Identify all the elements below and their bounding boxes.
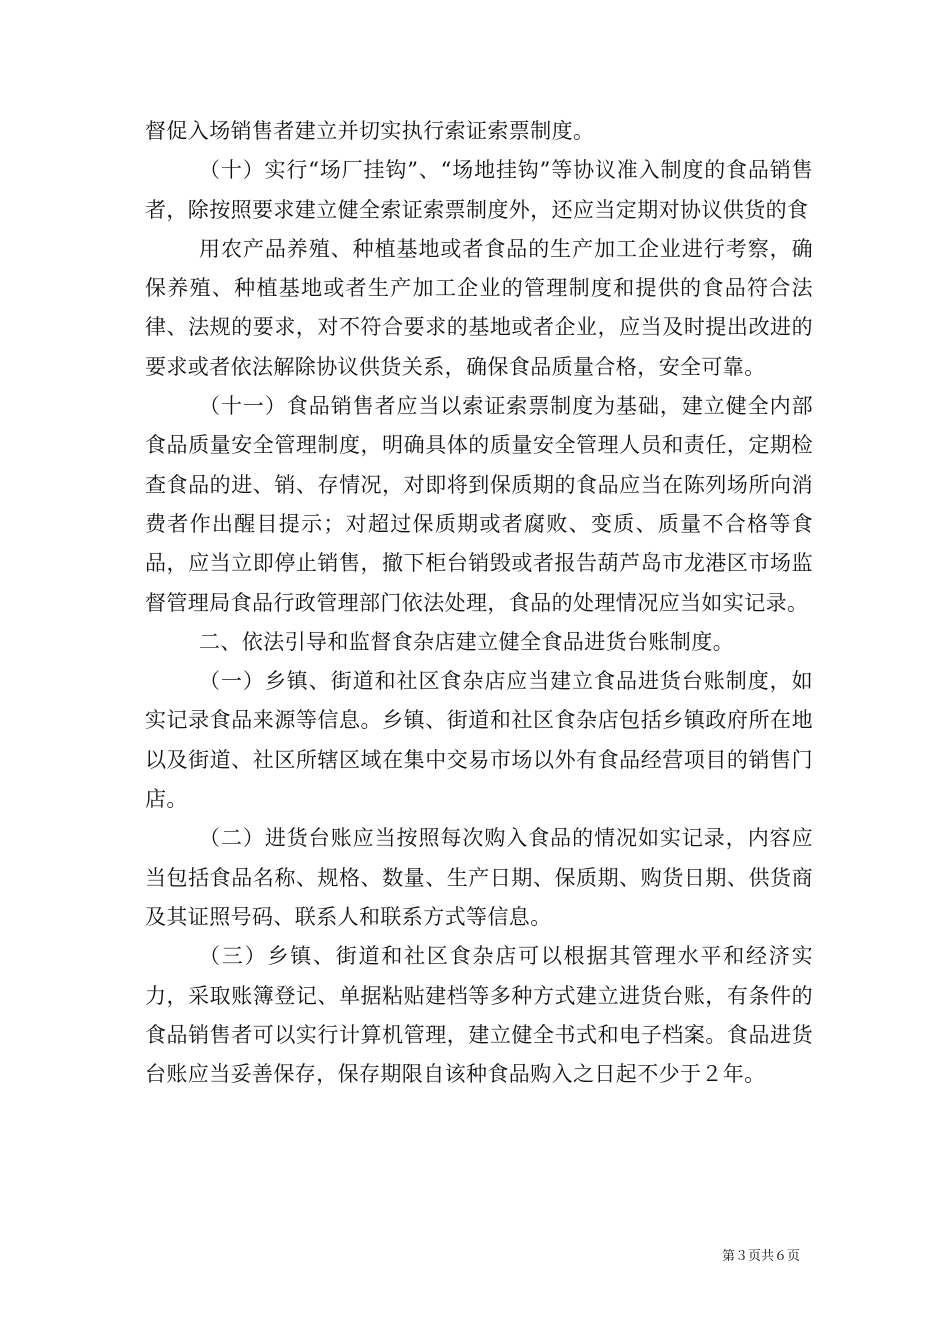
- paragraph-7: （二）进货台账应当按照每次购入食品的情况如实记录，内容应当包括食品名称、规格、数量、生产日期、保质期、购货日期、供货商及其证照号码、联系人和联系方式等信息。: [145, 826, 813, 929]
- paragraph-1: 督促入场销售者建立并切实执行索证索票制度。: [145, 119, 595, 143]
- paragraph-3: 用农产品养殖、种植基地或者食品的生产加工企业进行考察，确保养殖、种植基地或者生产加工企业的管理制度和提供的食品符合法律、法规的要求，对不符合要求的基地或者企业，应当及时提出改进的要求或者依法解除协议供货关系，确保食品质量合格，安全可靠。: [145, 236, 813, 379]
- page-number: 第３页共６页: [721, 1249, 800, 1264]
- paragraph-5: 二、依法引导和监督食杂店建立健全食品进货台账制度。: [199, 629, 734, 654]
- paragraph-6: （一）乡镇、街道和社区食杂店应当建立食品进货台账制度，如实记录食品来源等信息。乡镇、街道和社区食杂店包括乡镇政府所在地以及街道、社区所辖区域在集中交易市场以外有食品经营项目的销售门店。: [145, 669, 813, 812]
- paragraph-4: （十一）食品销售者应当以索证索票制度为基础，建立健全内部食品质量安全管理制度，明确具体的质量安全管理人员和责任，定期检查食品的进、销、存情况，对即将到保质期的食品应当在陈列场所向消费者作出醒目提示；对超过保质期或者腐败、变质、质量不合格等食品，应当立即停止销售，撤下柜台销毁或者报告葫芦岛市龙港区市场监督管理局食品行政管理部门依法处理，食品的处理情况应当如实记录。: [145, 394, 813, 615]
- document-body: [145, 112, 813, 1094]
- paragraph-8: （三）乡镇、街道和社区食杂店可以根据其管理水平和经济实力，采取账簿登记、单据粘贴建档等多种方式建立进货台账，有条件的食品销售者可以实行计算机管理，建立健全书式和电子档案。食品进货台账应当妥善保存，保存期限自该种食品购入之日起不少于２年。: [145, 944, 813, 1087]
- paragraph-2: （十）实行“场厂挂钩”、“场地挂钩”等协议准入制度的食品销售者，除按照要求建立健全索证索票制度外，还应当定期对协议供货的食: [145, 158, 813, 222]
